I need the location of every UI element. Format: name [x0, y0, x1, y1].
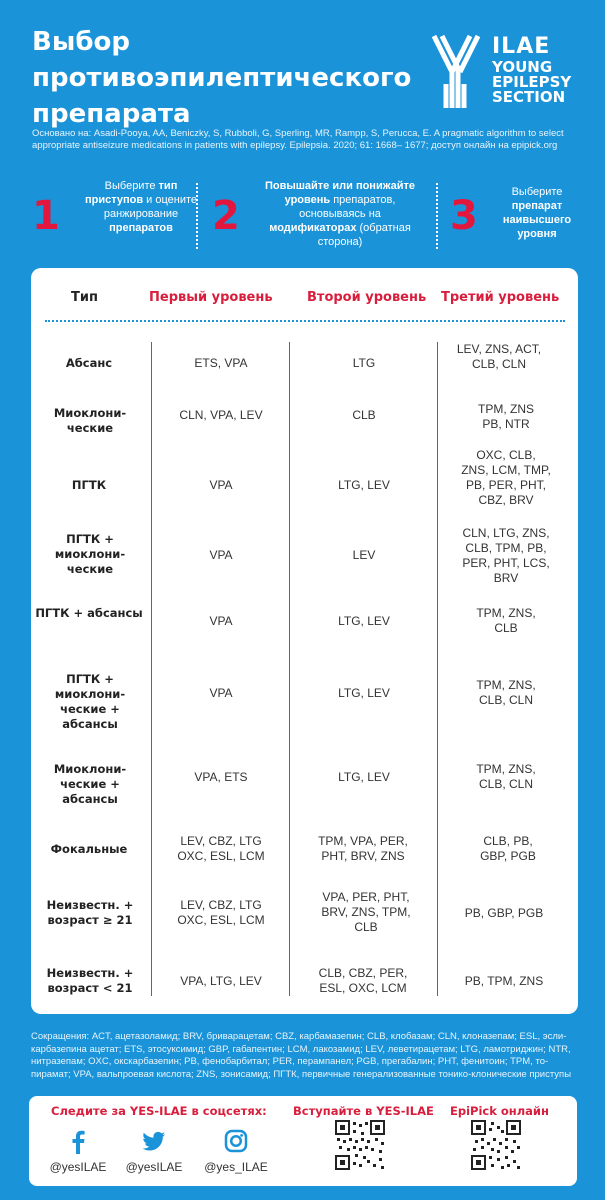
instagram-link[interactable]: [201, 1128, 271, 1174]
row-type: Неизвестн. + возраст ≥ 21: [46, 898, 134, 927]
tier-1-cell: CLN, VPA, LEV: [179, 408, 263, 422]
facebook-link[interactable]: [43, 1128, 113, 1174]
tier-1-cell: LEV, CBZ, LTG OXC, ESL, LCM: [177, 834, 265, 863]
logo-ilae: ILAE: [492, 34, 551, 59]
table-row: [31, 448, 578, 516]
header-tier-3: Третий уровень: [441, 290, 560, 305]
qr-code-icon[interactable]: [335, 1120, 385, 1170]
title-line-2: противоэпилептического: [32, 63, 412, 93]
table-row: [31, 834, 578, 886]
tier-3-cell: LEV, ZNS, ACT, CLB, CLN: [456, 342, 542, 371]
table-row: [31, 890, 578, 960]
tier-3-cell: PB, TPM, ZNS: [464, 974, 544, 988]
tier-1-cell: VPA, LTG, LEV: [180, 974, 262, 988]
tier-2-cell: CLB: [352, 408, 376, 422]
tier-3-cell: TPM, ZNS, CLB, CLN: [476, 762, 536, 791]
step-number: 3: [450, 193, 478, 239]
tier-1-cell: ETS, VPA: [194, 356, 248, 370]
step-divider: [436, 183, 438, 249]
row-type: Миоклони-ческие: [53, 406, 127, 435]
tier-2-cell: LTG, LEV: [338, 770, 390, 784]
table-row: [31, 964, 578, 1004]
follow-heading: Следите за YES-ILAE в соцсетях:: [51, 1104, 267, 1118]
step-text: Повышайте или понижайте уровень препаратов, основываясь на модификаторах (обратная сторона): [264, 180, 416, 248]
tier-1-cell: VPA: [209, 614, 233, 628]
twitter-handle: @yesILAE: [125, 1160, 183, 1174]
tier-2-cell: LTG, LEV: [338, 614, 390, 628]
step-3: [446, 175, 580, 255]
row-type: ПГТК + миоклони-ческие: [54, 532, 126, 576]
table-row: [31, 762, 578, 812]
tier-3-cell: OXC, CLB, ZNS, LCM, TMP, PB, PER, PHT, CBZ, BRV: [461, 448, 551, 507]
row-type: ПГТК + абсансы: [35, 606, 143, 620]
page-title: [32, 24, 412, 132]
step-divider: [196, 183, 198, 249]
header-divider: [45, 320, 565, 322]
step-text: Выберите препарат наивысшего уровня: [502, 186, 572, 240]
tier-1-cell: LEV, CBZ, LTG OXC, ESL, LCM: [177, 898, 265, 927]
table-row: [31, 526, 578, 590]
tier-2-cell: LTG, LEV: [338, 686, 390, 700]
facebook-handle: @yesILAE: [49, 1160, 107, 1174]
tier-3-cell: CLB, PB, GBP, PGB: [480, 834, 536, 863]
instagram-handle: @yes_ILAE: [204, 1160, 268, 1174]
facebook-icon: [65, 1128, 91, 1154]
step-number: 2: [212, 193, 240, 239]
join-heading: Вступайте в YES-ILAE: [293, 1104, 434, 1118]
steps: [30, 175, 580, 255]
row-type: Абсанс: [65, 356, 113, 370]
header-type: Тип: [71, 290, 98, 305]
tier-3-cell: PB, GBP, PGB: [464, 906, 544, 920]
logo-epilepsy: EPILEPSY: [492, 73, 572, 91]
instagram-icon: [223, 1128, 249, 1154]
tier-2-cell: LTG: [352, 356, 376, 370]
header-tier-2: Второй уровень: [307, 290, 427, 305]
tier-3-cell: TPM, ZNS PB, NTR: [478, 402, 534, 431]
step-text: Выберите тип приступов и оцените ранжирование препаратов: [84, 180, 198, 234]
title-line-1: Выбор: [32, 27, 130, 57]
table-row: [31, 670, 578, 734]
tier-3-cell: TPM, ZNS, CLB: [476, 606, 536, 635]
citation: Основано на: Asadi-Pooya, AA, Beniczky, S, Rubboli, G, Sperling, MR, Rampp, S, Perucca, E. A pragmatic algorithm to select appropriate antiseizure medications in patients with epilepsy. Epilepsia. 2020; 61: 1668– 1677; доступ онлайн на epipick.org: [32, 128, 564, 151]
tier-3-cell: TPM, ZNS, CLB, CLN: [476, 678, 536, 707]
tier-2-cell: TPM, VPA, PER, PHT, BRV, ZNS: [318, 834, 408, 863]
header-tier-1: Первый уровень: [149, 290, 273, 305]
logo-young: YOUNG: [492, 58, 553, 76]
footer: [29, 1096, 577, 1186]
tier-1-cell: VPA: [209, 548, 233, 562]
row-type: Неизвестн. + возраст < 21: [46, 966, 134, 995]
logo-section: SECTION: [492, 88, 566, 106]
abbreviations: Сокращения: ACT, ацетазоламид; BRV, бриварацетам; CBZ, карбамазепин; CLB, клобазам; CLN, клоназепам; ESL, эсли-карбазепина ацетат; ETS, этосуксимид; GBP, габапентин; LCM, лакозамид; LEV, леветирацетам; LTG, ламотриджин; NTR, нитразепам; OXC, окскарбазепин; PB, фенобарбитал; PER, перампанел; PGB, прегабалин; PHT, фенитоин; TPM, то-пирамат; VPA, вальпроевая кислота; ZNS, зонисамид; ПГТК, первичные генерализованные тонико-клонические приступы: [31, 1031, 572, 1080]
tier-3-cell: CLN, LTG, ZNS, CLB, TPM, PB, PER, PHT, LCS, BRV: [462, 526, 550, 585]
tier-1-cell: VPA, ETS: [194, 770, 248, 784]
drug-table: [31, 268, 578, 1014]
qr-code-icon[interactable]: [471, 1120, 521, 1170]
row-type: Фокальные: [50, 842, 128, 856]
tier-2-cell: LEV: [352, 548, 376, 562]
tier-1-cell: VPA: [209, 686, 233, 700]
row-type: Миоклони-ческие + абсансы: [53, 762, 127, 806]
twitter-icon: [141, 1128, 167, 1154]
step-1: [30, 175, 200, 255]
table-row: [31, 342, 578, 394]
step-number: 1: [32, 193, 60, 239]
tier-2-cell: VPA, PER, PHT, BRV, ZNS, TPM, CLB: [321, 890, 411, 934]
twitter-link[interactable]: [119, 1128, 189, 1174]
step-2: [206, 175, 436, 255]
table-row: [31, 602, 578, 654]
row-type: ПГТК + миоклони-ческие + абсансы: [54, 672, 126, 731]
tier-2-cell: LTG, LEV: [338, 478, 390, 492]
tier-1-cell: VPA: [209, 478, 233, 492]
logo-text: [492, 34, 571, 105]
epipick-heading: EpiPick онлайн: [450, 1104, 549, 1118]
row-type: ПГТК: [71, 478, 107, 492]
title-line-3: препарата: [32, 99, 191, 129]
tier-2-cell: CLB, CBZ, PER, ESL, OXC, LCM: [318, 966, 408, 995]
